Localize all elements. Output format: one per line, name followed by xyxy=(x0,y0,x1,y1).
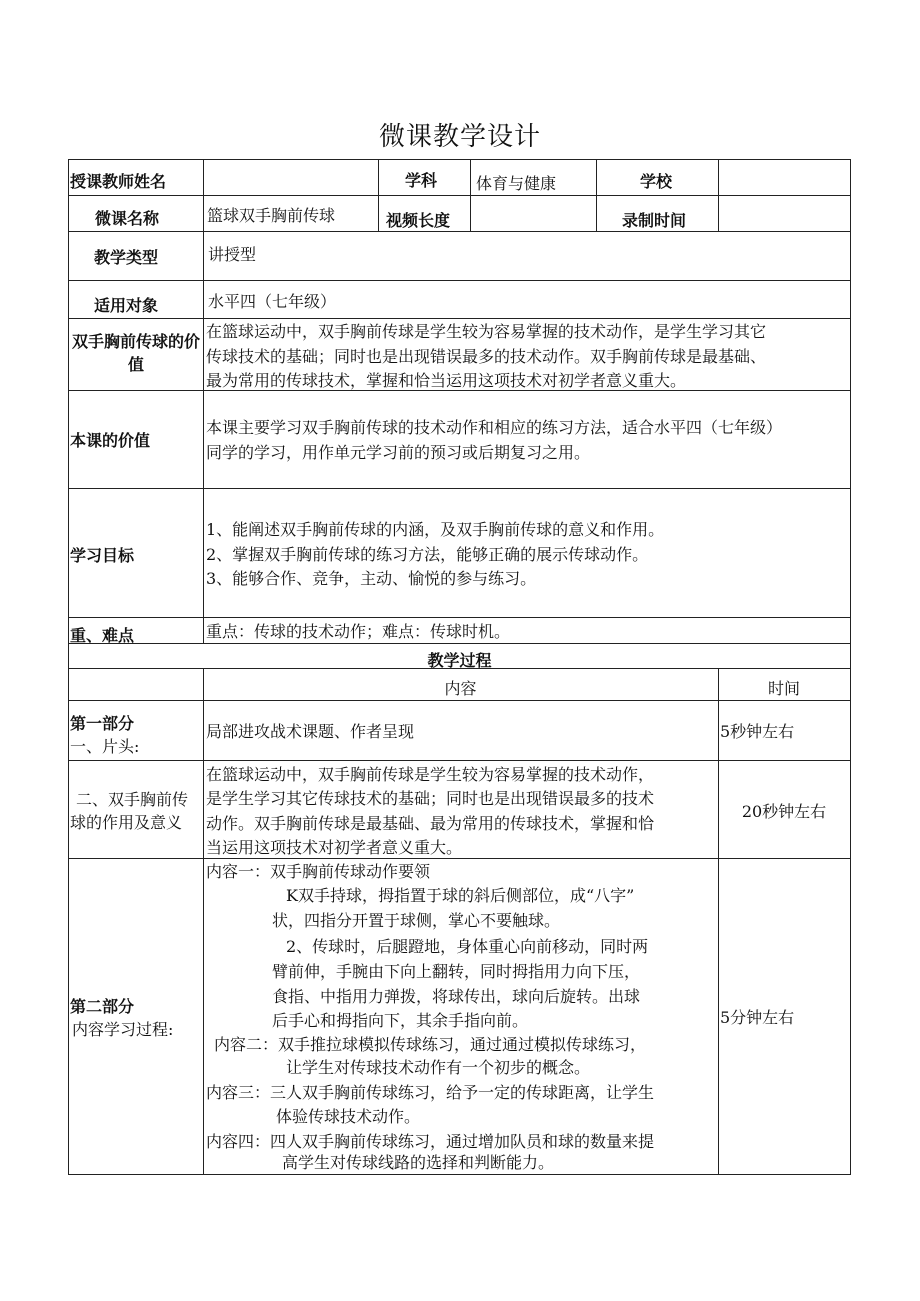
part1-time: 5秒钟左右 xyxy=(720,722,795,741)
lesson-value-line: 本课主要学习双手胸前传球的技术动作和相应的练习方法，适合水平四（七年级） xyxy=(206,418,783,437)
learning-goal-item: 2、掌握双手胸前传球的练习方法，能够正确的展示传球动作。 xyxy=(206,545,649,564)
table-rule xyxy=(596,159,597,231)
part3-line: 状，四指分开置于球侧，掌心不要触球。 xyxy=(272,911,561,930)
record-time-label: 录制时间 xyxy=(622,211,687,230)
part3-line: 内容一：双手胸前传球动作要领 xyxy=(206,862,431,881)
part3-line: K双手持球，拇指置于球的斜后侧部位，成“八字” xyxy=(286,886,635,905)
part3-line: 臂前伸，手腕由下向上翻转，同时拇指用力向下压， xyxy=(272,962,641,981)
teaching-type-value: 讲授型 xyxy=(208,245,257,264)
part3-line: 后手心和拇指向下，其余手指向前。 xyxy=(272,1011,529,1030)
learning-goal-item: 1、能阐述双手胸前传球的内涵，及双手胸前传球的意义和作用。 xyxy=(206,520,665,539)
subject-label: 学科 xyxy=(405,171,438,190)
part3-line: 内容四：四人双手胸前传球练习，通过增加队员和球的数量来提 xyxy=(206,1132,655,1151)
course-name-label: 微课名称 xyxy=(95,209,160,228)
part3-line: 高学生对传球线路的选择和判断能力。 xyxy=(282,1153,555,1172)
part3-time: 5分钟左右 xyxy=(720,1008,795,1027)
table-rule xyxy=(378,159,379,231)
audience-value: 水平四（七年级） xyxy=(208,292,337,311)
part3-line: 2、传球时，后腿蹬地，身体重心向前移动，同时两 xyxy=(286,937,649,956)
part3-line: 内容二：双手推拉球模拟传球练习，通过通过模拟传球练习， xyxy=(214,1035,647,1054)
teacher-name-label: 授课教师姓名 xyxy=(70,172,167,191)
table-rule xyxy=(203,159,204,643)
table-rule xyxy=(68,488,851,489)
table-rule xyxy=(68,318,851,319)
part2-content-line: 在篮球运动中，双手胸前传球是学生较为容易掌握的技术动作， xyxy=(206,765,655,784)
learning-goal-item: 3、能够合作、竞争，主动、愉悦的参与练习。 xyxy=(206,569,537,588)
table-rule xyxy=(68,159,851,160)
video-length-label: 视频长度 xyxy=(386,211,451,230)
part3-label: 第二部分 xyxy=(70,997,135,1016)
part3-line: 内容三：三人双手胸前传球练习，给予一定的传球距离，让学生 xyxy=(206,1083,655,1102)
part1-content: 局部进攻战术课题、作者呈现 xyxy=(206,722,415,741)
teaching-type-label: 教学类型 xyxy=(94,248,159,267)
lesson-value-label: 本课的价值 xyxy=(70,431,151,450)
course-name-value: 篮球双手胸前传球 xyxy=(207,206,336,225)
part2-content-line: 动作。双手胸前传球是最基础、最为常用的传球技术，掌握和恰 xyxy=(206,814,655,833)
content-column-header: 内容 xyxy=(444,679,477,698)
subject-value: 体育与健康 xyxy=(476,174,557,193)
lesson-value-line: 同学的学习，用作单元学习前的预习或后期复习之用。 xyxy=(206,443,591,462)
pass-value-label: 双手胸前传球的价值 xyxy=(71,332,200,375)
school-label: 学校 xyxy=(640,172,673,191)
learning-goals-label: 学习目标 xyxy=(70,546,135,565)
pass-value-line: 最为常用的传球技术，掌握和恰当运用这项技术对初学者意义重大。 xyxy=(206,371,687,390)
table-rule xyxy=(68,231,851,232)
table-rule xyxy=(68,195,851,196)
table-rule xyxy=(68,617,851,618)
part2-time: 20秒钟左右 xyxy=(741,802,827,821)
key-points-value: 重点：传球的技术动作；难点：传球时机。 xyxy=(206,622,511,641)
part3-line: 食指、中指用力弹拨，将球传出，球向后旋转。出球 xyxy=(272,987,641,1006)
part3-line: 让学生对传球技术动作有一个初步的概念。 xyxy=(286,1058,591,1077)
table-rule xyxy=(203,668,204,1175)
pass-value-line: 在篮球运动中，双手胸前传球是学生较为容易掌握的技术动作，是学生学习其它 xyxy=(206,322,767,341)
table-rule xyxy=(718,668,719,1175)
part3-sublabel: 内容学习过程: xyxy=(72,1020,174,1039)
pass-value-line: 传球技术的基础；同时也是出现错误最多的技术动作。双手胸前传球是最基础、 xyxy=(206,347,767,366)
page-title: 微课教学设计 xyxy=(378,122,541,152)
table-rule xyxy=(68,280,851,281)
part2-content-line: 是学生学习其它传球技术的基础；同时也是出现错误最多的技术 xyxy=(206,789,655,808)
audience-label: 适用对象 xyxy=(94,296,159,315)
table-rule xyxy=(718,159,719,231)
part2-content-line: 当运用这项技术对初学者意义重大。 xyxy=(206,838,463,857)
part2-label: 球的作用及意义 xyxy=(70,813,183,832)
part1-sublabel: 一、片头: xyxy=(70,737,140,756)
table-rule xyxy=(68,760,851,761)
part2-label: 二、双手胸前传 xyxy=(76,790,189,809)
part3-line: 体验传球技术动作。 xyxy=(276,1107,421,1126)
table-rule xyxy=(470,159,471,231)
key-points-label: 重、难点 xyxy=(70,626,135,645)
teaching-process-heading: 教学过程 xyxy=(427,651,492,670)
time-column-header: 时间 xyxy=(767,679,800,698)
part1-label: 第一部分 xyxy=(70,714,135,733)
